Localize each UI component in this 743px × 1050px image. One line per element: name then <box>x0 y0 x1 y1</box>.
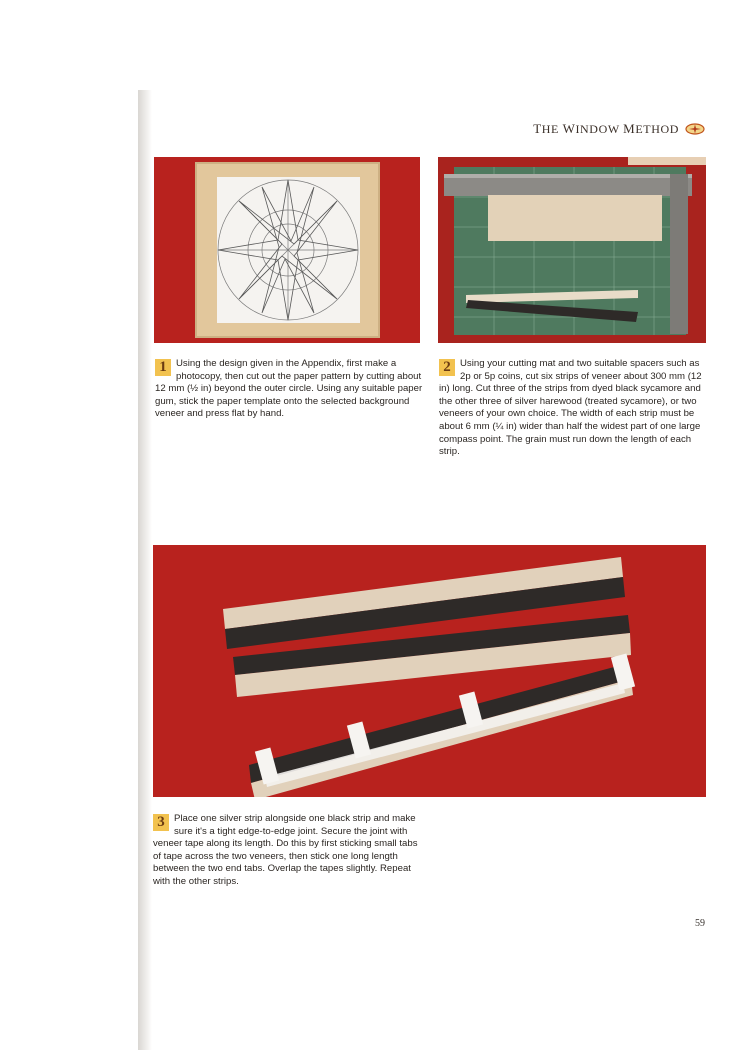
header-word: INDOW <box>575 122 624 136</box>
running-header <box>533 121 705 137</box>
header-initial: M <box>623 121 636 136</box>
header-word: ETHOD <box>635 122 679 136</box>
step-3-text: Place one silver strip alongside one black strip and make sure it's a tight edge-to-edge joint. Secure the joint with veneer tape along its length. Do this by first sticking small tabs of tape across the two veneers, then stick one long length between the two end tabs. Overlap the tapes slightly. Repeat with the other strips. <box>153 813 418 887</box>
page-number: 59 <box>695 918 705 929</box>
photo-taped-veneer-strips <box>153 545 706 797</box>
compass-rose-icon <box>685 123 705 135</box>
header-initial: W <box>562 121 576 136</box>
book-binding-shadow <box>138 90 152 1050</box>
step-number-badge: 1 <box>155 359 171 376</box>
step-1 <box>155 358 423 421</box>
photo-compass-template <box>154 157 420 343</box>
header-word: HE <box>541 122 563 136</box>
step-number-badge: 3 <box>153 814 169 831</box>
step-3 <box>153 813 418 889</box>
step-number-badge: 2 <box>439 359 455 376</box>
step-1-text: Using the design given in the Appendix, first make a photocopy, then cut out the paper pattern by cutting about 12 mm (½ in) beyond the outer circle. Using any suitable paper gum, stick the paper template onto the selected background veneer and press flat by hand. <box>155 358 423 420</box>
step-2 <box>439 358 707 459</box>
header-title <box>533 121 679 137</box>
photo-cutting-mat <box>438 157 706 343</box>
header-initial: T <box>533 121 542 136</box>
step-2-text: Using your cutting mat and two suitable spacers such as 2p or 5p coins, cut six strips of veneer about 300 mm (12 in) long. Cut three of the strips from dyed black sycamore and the other three of silver harewood (treated sycamore), or two veneers of your own choice. The width of each strip must be about 6 mm (¼ in) wider than half the widest part of one large compass point. The grain must run down the length of each strip. <box>439 358 702 458</box>
